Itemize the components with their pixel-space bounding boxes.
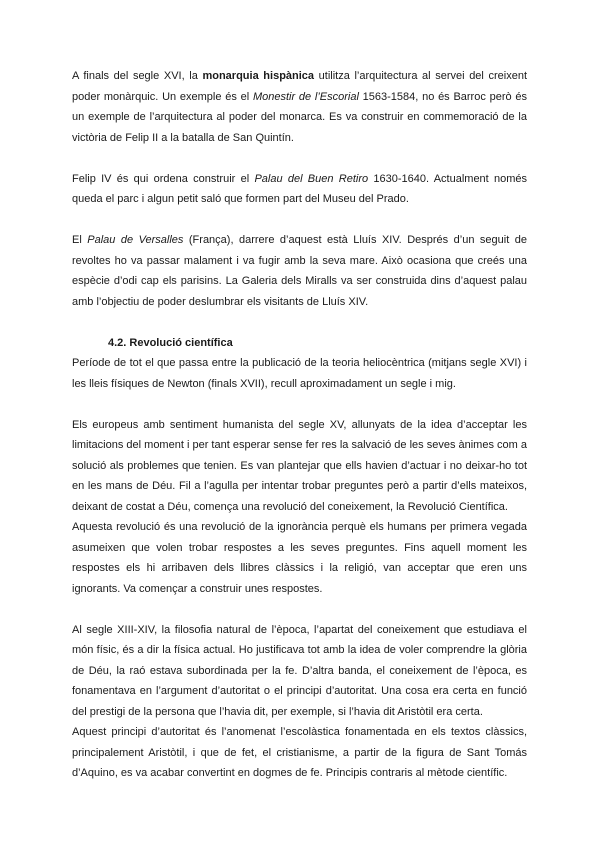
text-run: 1630-1640. Actualment només queda el parc i algun petit saló que formen part del Museu del Prado. bbox=[72, 172, 528, 205]
text-run: (França), darrere d’aquest està Lluís XIV. Després d’un seguit de revoltes ho va passar malament i va fugir amb la seva mare. Això ocasiona que creés una espècie d’odi cap els parisins. La Galeria dels Miralls va ser construida dins d’aquest palau amb l’objectiu de poder deslumbrar els visitants de Lluís XIV. bbox=[72, 234, 527, 308]
document-page bbox=[72, 66, 527, 804]
paragraph-ignorancia: Aquesta revolució és una revolució de la ignorància perquè els humans per primera vegada asumeixen que volen trobar respostes a les seves preguntes. Fins aquell moment les respostes els hi arribaven dels llibres clàssics i la religió, van acceptar que eren uns ignorants. Va començar a construir unes respostes. bbox=[72, 521, 527, 595]
paragraph-europeus: Els europeus amb sentiment humanista del segle XV, allunyats de la idea d’acceptar les limitacions del moment i per tant esperar sense fer res la salvació de les seves ànimes com a solució als problemes que tenien. Es van plantejar que ells havien d’actuar i no deixar-ho tot en les mans de Déu. Fil a l’agulla per intentar trobar preguntes però a partir d’ells mateixos, deixant de costat a Déu, comença una revolució del coneixement, la Revolució Científica. bbox=[72, 418, 527, 513]
text-run: 1563-1584, no és Barroc però és un exemple de l’arquitectura al poder del monarca. Es va construir en commemoració de la victòria de Felip II a la batalla de San Quintín. bbox=[72, 90, 527, 144]
italic-title: Palau del Buen Retiro bbox=[254, 172, 369, 185]
italic-title: Palau de Versalles bbox=[87, 234, 184, 246]
paragraph-segle-xiii: Al segle XIII-XIV, la filosofia natural de l’època, l’apartat del coneixement que estudiava el món físic, és a dir la física actual. Ho justificava tot amb la idea de voler comprendre la glòria de Déu, la raó estava subordinada per la fe. D’altra banda, el coneixement de l’època, es fonamentava en l’argument d’autoritat o el principi d’autoritat. Una cosa era certa en funció del prestigi de la persona que l’havia dit, per exemple, si l’havia dit Aristòtil era certa. bbox=[72, 623, 527, 718]
bold-term: monarquia hispànica bbox=[202, 70, 315, 82]
paragraph-monarquia bbox=[72, 66, 527, 148]
paragraph-buen-retiro bbox=[72, 169, 527, 210]
text-run: A finals del segle XVI, la bbox=[72, 70, 203, 82]
text-run: Felip IV és qui ordena construir el bbox=[72, 172, 255, 185]
text-run: utilitza l’arquitectura al servei del creixent poder monàrquic. Un exemple és el bbox=[72, 70, 528, 103]
paragraph-periode: Període de tot el que passa entre la publicació de la teoria heliocèntrica (mitjans segle XVI) i les lleis físiques de Newton (finals XVII), recull aproximadament un segle i mig. bbox=[72, 357, 527, 390]
paragraph-escolastica: Aquest principi d’autoritat és l’anomenat l’escolàstica fonamentada en els textos clàssics, principalement Aristòtil, i que de fet, el cristianisme, a partir de la figura de Sant Tomás d’Aquino, es va acabar convertint en dogmes de fe. Principis contraris al mètode científic. bbox=[72, 726, 527, 779]
section-heading: 4.2. Revolució científica bbox=[108, 336, 233, 349]
paragraph-versalles bbox=[72, 230, 527, 312]
italic-title: Monestir de l’Escorial bbox=[252, 90, 359, 103]
text-run: El bbox=[72, 234, 88, 246]
